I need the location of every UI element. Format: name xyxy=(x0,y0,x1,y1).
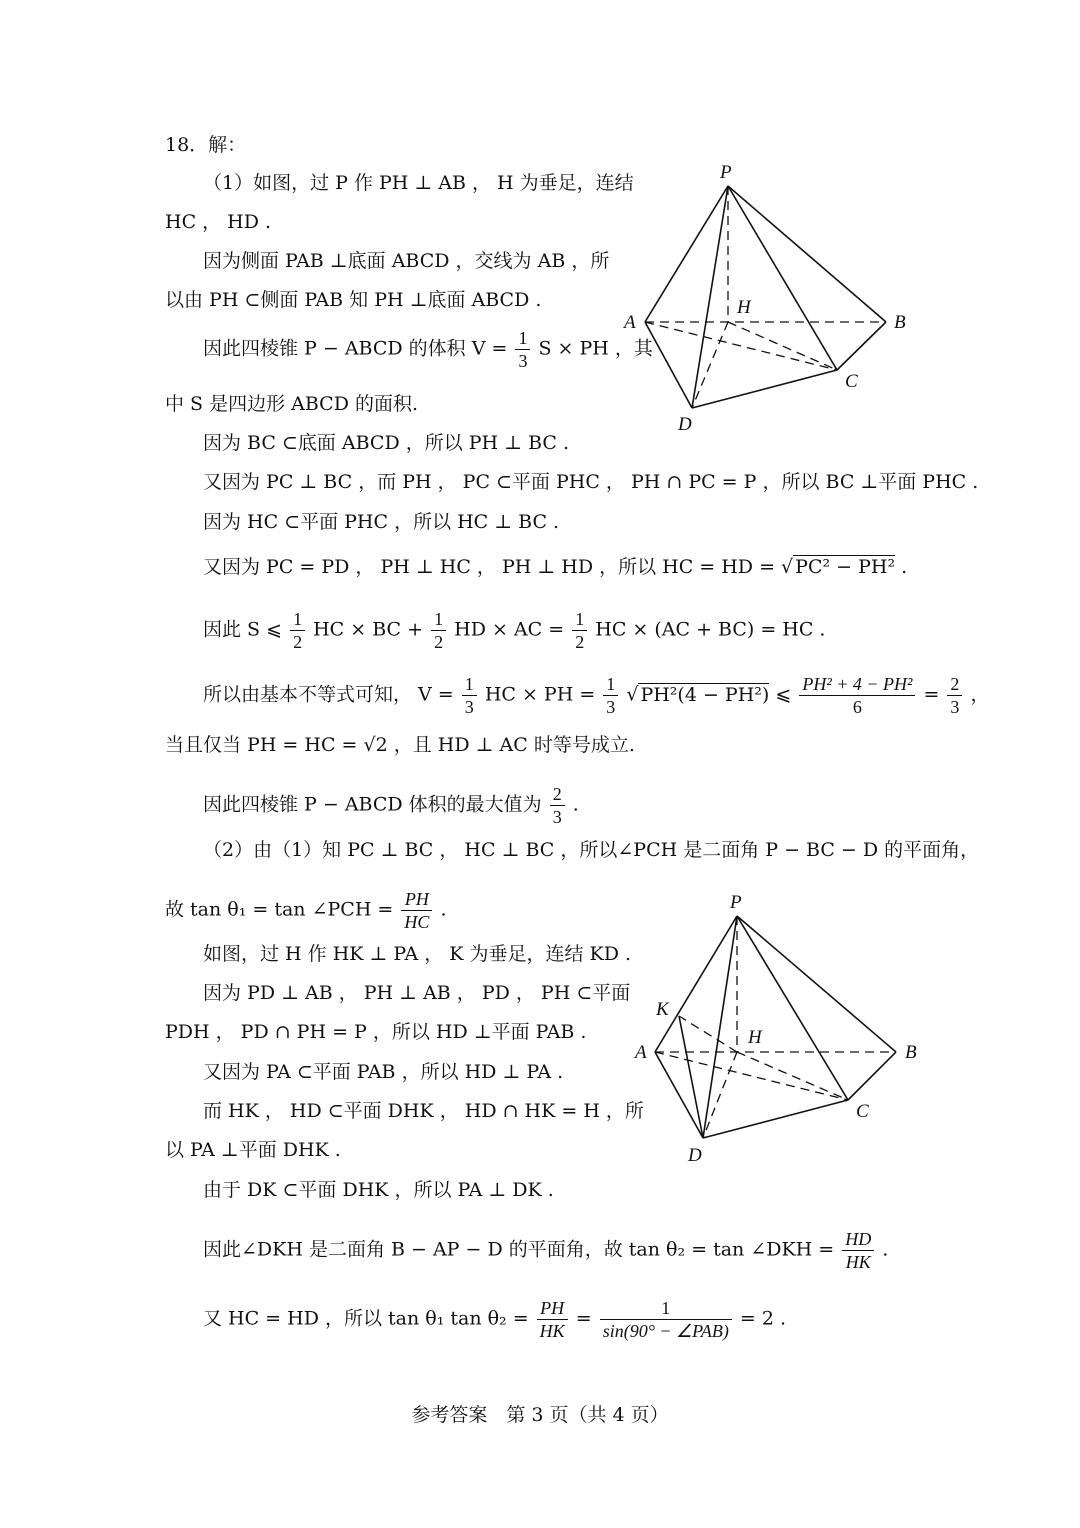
line-q1: （2）由（1）知 PC ⊥ BC ， HC ⊥ BC ，所以∠PCH 是二面角 P − BC − D 的平面角， xyxy=(203,839,980,861)
line-q8: 因此∠DKH 是二面角 B − AP − D 的平面角，故 tan θ₂ = tan ∠DKH = $\frac{HD}{HK}$ . xyxy=(203,1229,889,1272)
line-p1b: HC ， HD . xyxy=(165,211,272,233)
line-p6: 因为 HC ⊂平面 PHC ，所以 HC ⊥ BC . xyxy=(203,511,560,533)
hidden-AC xyxy=(655,1052,848,1100)
fraction-one-half: $\frac{1}{2}$ xyxy=(572,608,587,653)
fraction-one-half: $\frac{1}{2}$ xyxy=(431,608,446,653)
line-q4a: 因为 PD ⊥ AB ， PH ⊥ AB ， PD ， PH ⊂平面 xyxy=(203,982,631,1004)
fraction-two-thirds: $\frac{2}{3}$ xyxy=(550,783,565,828)
label-H: H xyxy=(737,297,751,318)
label-C: C xyxy=(845,371,858,392)
fraction-one-third: $\frac{1}{3}$ xyxy=(603,673,618,718)
fraction-inequality: $\frac{\text{PH² + 4 − PH²}}{6}$ xyxy=(799,673,915,718)
hidden-HD xyxy=(703,1052,737,1138)
line-q3: 如图，过 H 作 HK ⊥ PA ， K 为垂足，连结 KD . xyxy=(203,943,632,965)
label-D: D xyxy=(678,414,692,435)
label-D: D xyxy=(688,1145,702,1166)
line-p3b: 中 S 是四边形 ABCD 的面积. xyxy=(165,393,419,415)
edge-PD xyxy=(703,916,737,1138)
fraction-one-third: $\frac{1}{3}$ xyxy=(515,327,530,372)
label-A: A xyxy=(624,312,636,333)
edge-AD xyxy=(655,1052,703,1138)
fraction-hd-hk: $\frac{HD}{HK}$ xyxy=(842,1228,874,1273)
segment-KD xyxy=(679,1016,703,1138)
label-A: A xyxy=(635,1042,647,1063)
radicand: PH²(4 − PH²) xyxy=(640,683,770,706)
edge-DC xyxy=(703,1100,848,1138)
line-q4b: PDH ， PD ∩ PH = P ，所以 HD ⊥平面 PAB . xyxy=(165,1021,587,1043)
line-p4: 因为 BC ⊂底面 ABCD ，所以 PH ⊥ BC . xyxy=(203,432,570,454)
line-q5: 又因为 PA ⊂平面 PAB ，所以 HD ⊥ PA . xyxy=(203,1061,564,1083)
text: S × PH ，其 xyxy=(538,337,653,360)
line-q7: 由于 DK ⊂平面 DHK ，所以 PA ⊥ DK . xyxy=(203,1179,554,1201)
hidden-HC xyxy=(737,1052,848,1100)
line-p9: 所以由基本不等式可知， V = $\frac{1}{3}$ HC × PH = $\frac{1}{3}$ √ PH²(4 − PH²) ⩽ $\frac{\text{PH² + 4 − PH²}}{6}$ = $\frac{2}{3}$ ， xyxy=(203,674,990,717)
line-p2b: 以由 PH ⊂侧面 PAB 知 PH ⊥底面 ABCD . xyxy=(165,289,542,311)
fraction-one-third: $\frac{1}{3}$ xyxy=(462,673,477,718)
line-q6a: 而 HK ， HD ⊂平面 DHK ， HD ∩ HK = H ，所 xyxy=(203,1100,644,1122)
hidden-HK xyxy=(679,1016,737,1052)
label-P: P xyxy=(720,162,732,183)
line-p11: 因此四棱锥 P − ABCD 体积的最大值为 $\frac{2}{3}$ . xyxy=(203,784,579,827)
text: 因此四棱锥 P − ABCD 的体积 V = xyxy=(203,337,508,360)
line-p1a: （1）如图，过 P 作 PH ⊥ AB ， H 为垂足，连结 xyxy=(203,172,634,194)
label-P: P xyxy=(730,892,742,913)
fraction-sin: 1 sin(90° − ∠PAB) xyxy=(600,1297,732,1342)
fraction-ph-hc: $\frac{PH}{HC}$ xyxy=(401,888,432,933)
fraction-ph-hk: $\frac{PH}{HK}$ xyxy=(537,1297,568,1342)
fraction-two-thirds: $\frac{2}{3}$ xyxy=(947,673,962,718)
edge-CB xyxy=(848,1052,896,1100)
fraction-one-half: $\frac{1}{2}$ xyxy=(290,608,305,653)
line-q2: 故 tan θ₁ = tan ∠PCH = $\frac{PH}{HC}$ . xyxy=(165,889,447,932)
label-K: K xyxy=(656,999,669,1020)
page-footer: 参考答案 第 3 页（共 4 页） xyxy=(411,1404,669,1426)
section-heading: 18．解： xyxy=(165,134,247,156)
label-C: C xyxy=(856,1101,869,1122)
label-H: H xyxy=(748,1027,762,1048)
label-B: B xyxy=(905,1042,917,1063)
label-B: B xyxy=(894,312,906,333)
line-p8: 因此 S ⩽ $\frac{1}{2}$ HC × BC + $\frac{1}{2}$ HD × AC = $\frac{1}{2}$ HC × (AC + BC) = HC . xyxy=(203,609,826,652)
edge-PC xyxy=(737,916,848,1100)
line-p2a: 因为侧面 PAB ⊥底面 ABCD ，交线为 AB ，所 xyxy=(203,250,610,272)
line-p10: 当且仅当 PH = HC = √2 ，且 HD ⊥ AC 时等号成立. xyxy=(165,734,635,756)
line-q9: 又 HC = HD ，所以 tan θ₁ tan θ₂ = $\frac{PH}{HK}$ = 1 sin(90° − ∠PAB) = 2 . xyxy=(203,1298,787,1341)
line-p5: 又因为 PC ⊥ BC ，而 PH ， PC ⊂平面 PHC ， PH ∩ PC = P ，所以 BC ⊥平面 PHC . xyxy=(203,471,979,493)
radicand: PC² − PH² xyxy=(795,556,896,578)
line-p7: 又因为 PC = PD ， PH ⊥ HC ， PH ⊥ HD ，所以 HC = HD = √ PC² − PH² . xyxy=(203,556,908,578)
edge-PA xyxy=(655,916,737,1052)
line-q6b: 以 PA ⊥平面 DHK . xyxy=(165,1139,341,1161)
